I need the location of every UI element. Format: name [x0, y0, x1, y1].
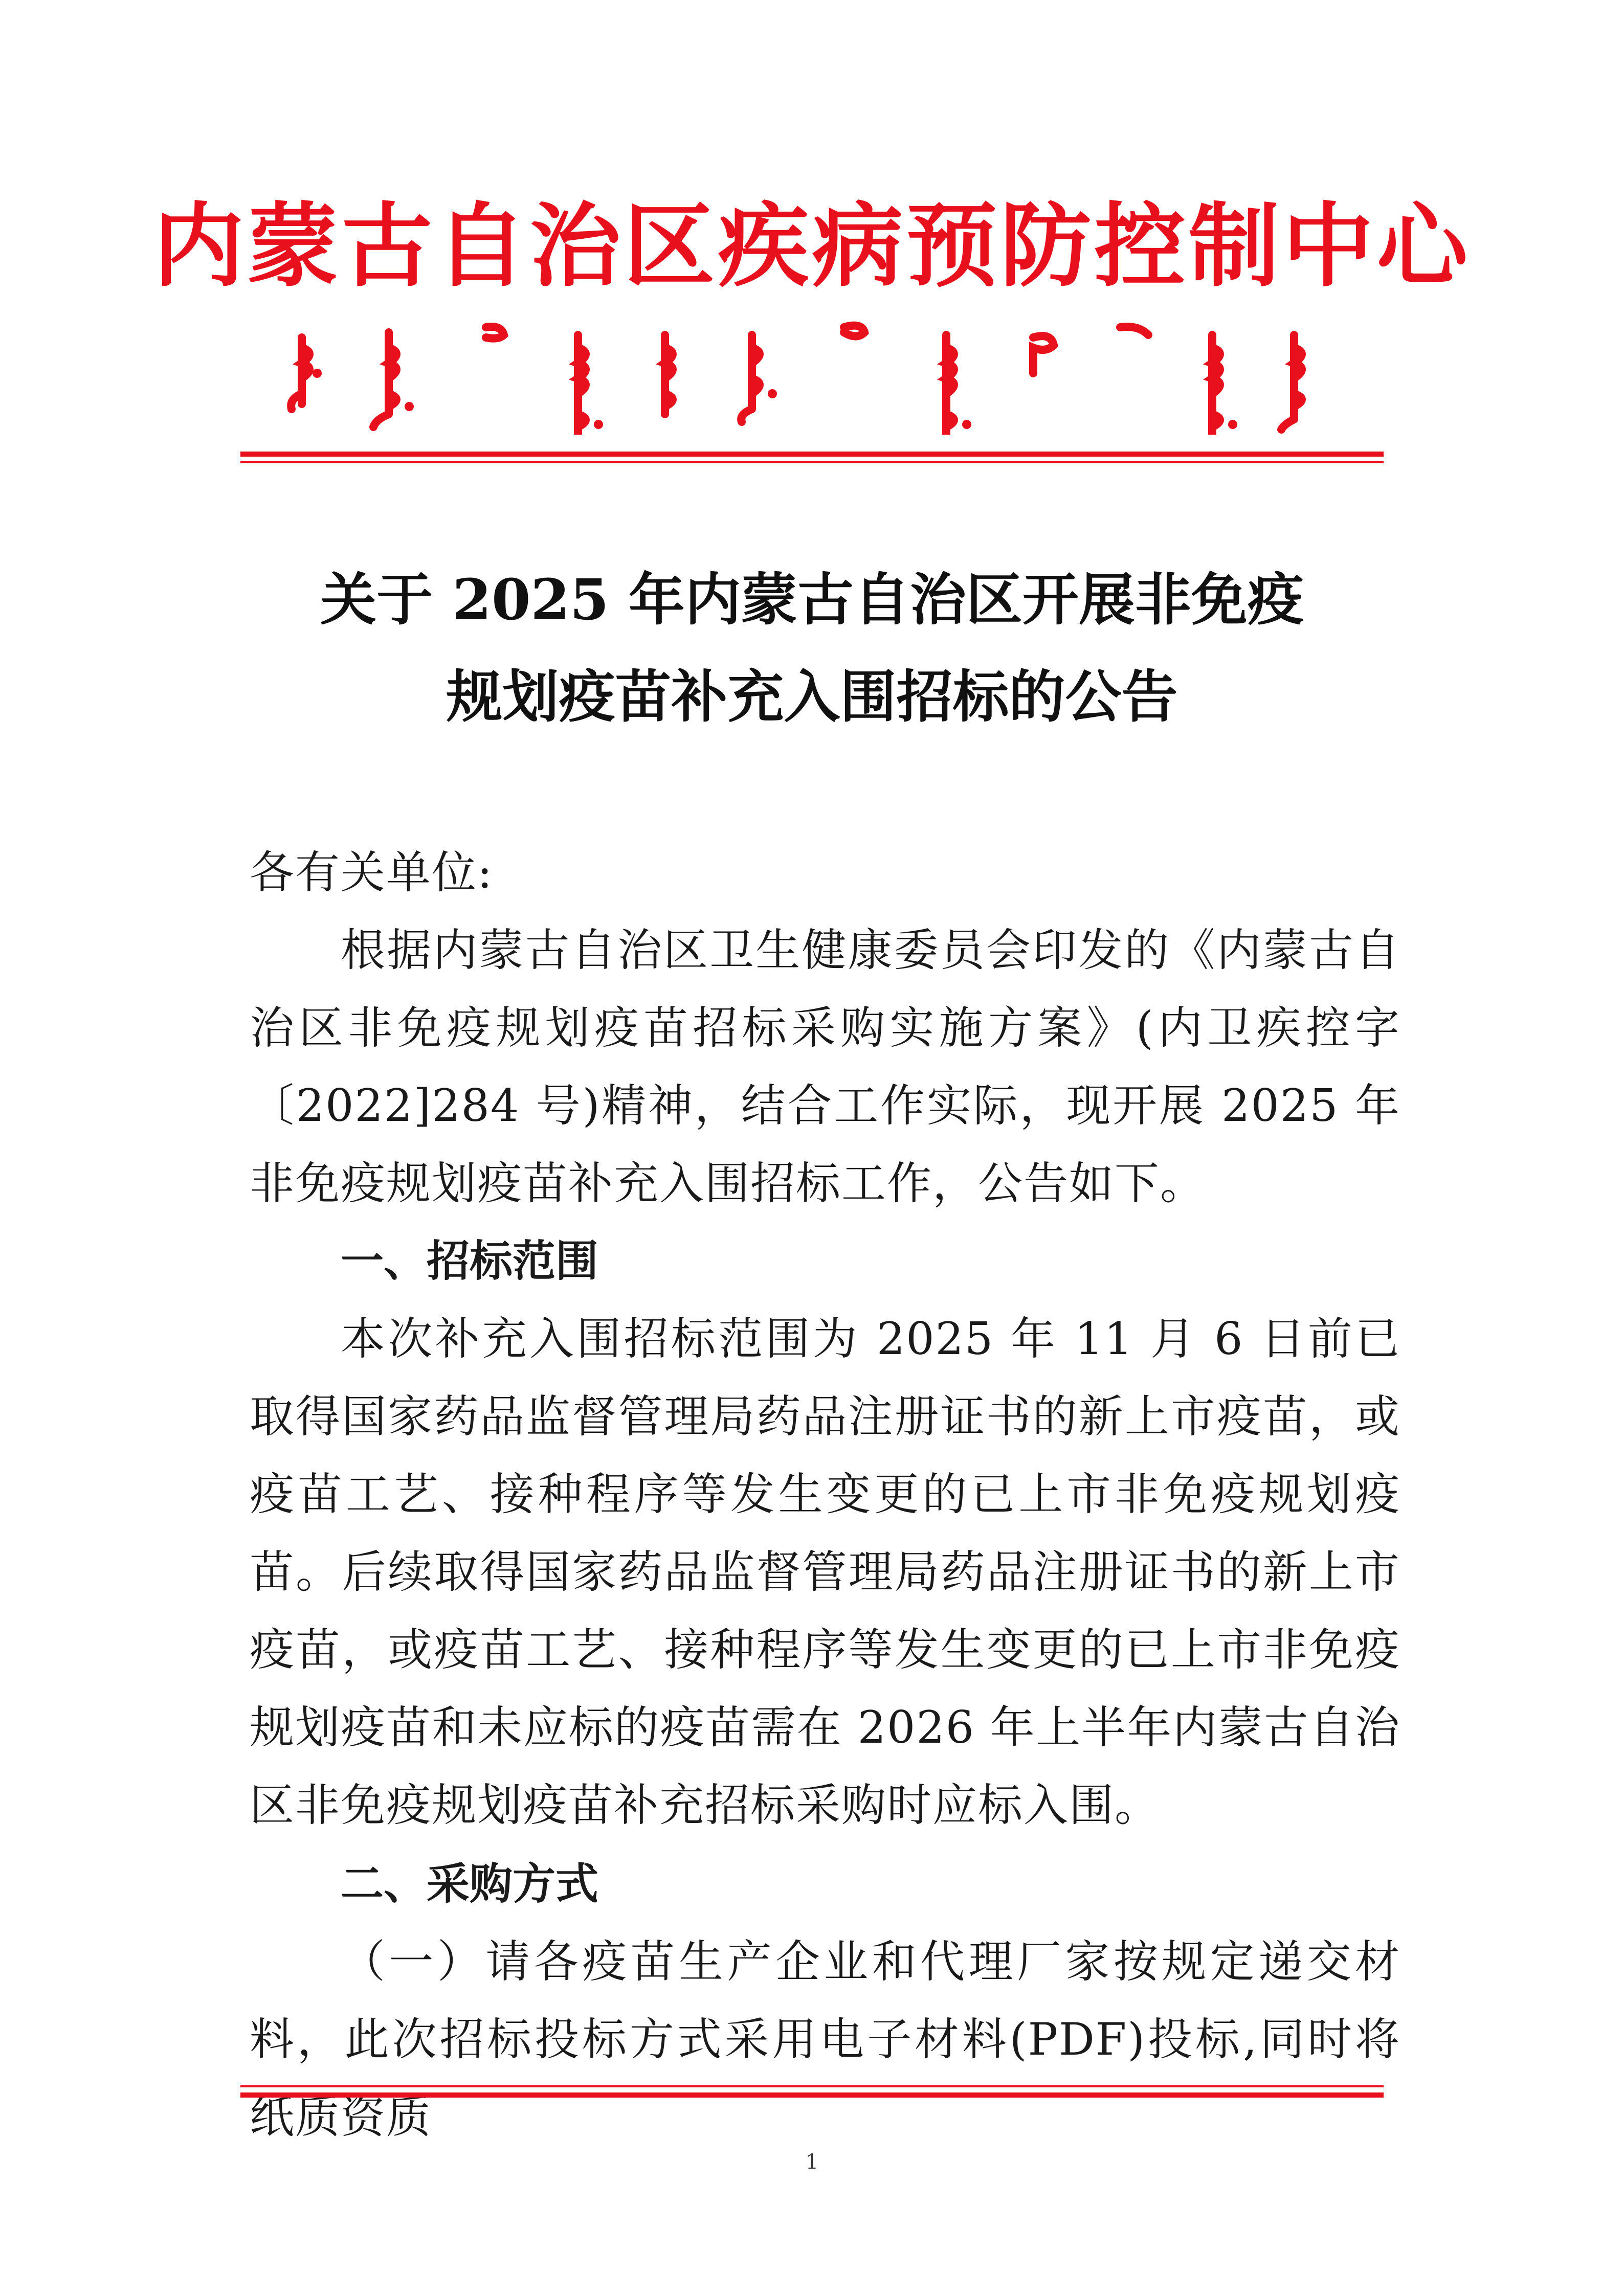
section-2-item-1: （一）请各疫苗生产企业和代理厂家按规定递交材料，此次招标投标方式采用电子材料(PDF)投标,同时将纸质资质 — [250, 1935, 1400, 2143]
org-name: 内蒙古自治区疾病预防控制中心 — [153, 193, 1471, 299]
intro-paragraph: 根据内蒙古自治区卫生健康委员会印发的《内蒙古自治区非免疫规划疫苗招标采购实施方案》(内卫疾控字〔2022]284 号)精神，结合工作实际，现开展 2025 年非免疫规划疫苗补充入围招标工作，公告如下。 — [250, 924, 1400, 1209]
letterhead-rule-thick — [240, 452, 1384, 457]
section-1-heading: 一、招标范围 — [341, 1236, 599, 1286]
section-1-body: 本次补充入围招标范围为 2025 年 11 月 6 日前已取得国家药品监督管理局药品注册证书的新上市疫苗，或疫苗工艺、接种程序等发生变更的已上市非免疫规划疫苗。后续取得国家药品监督管理局药品注册证书的新上市疫苗，或疫苗工艺、接种程序等发生变更的已上市非免疫规划疫苗和未应标的疫苗需在 2026 年上半年内蒙古自治区非免疫规划疫苗补充招标采购时应标入围。 — [250, 1313, 1400, 1831]
salutation: 各有关单位: — [250, 846, 494, 898]
mongolian-script-org-name — [271, 317, 1345, 435]
page-number: 1 — [805, 2150, 819, 2174]
section-2-heading: 二、采购方式 — [341, 1859, 599, 1909]
document-title-line-1: 关于 2025 年内蒙古自治区开展非免疫 — [320, 567, 1304, 633]
letterhead-rule-thin — [240, 461, 1384, 463]
footer-rule-thin — [240, 2085, 1384, 2087]
footer-rule-thick — [240, 2092, 1384, 2098]
document-title-line-2: 规划疫苗补充入围招标的公告 — [446, 664, 1178, 730]
mongolian-script-logo — [271, 317, 1345, 435]
